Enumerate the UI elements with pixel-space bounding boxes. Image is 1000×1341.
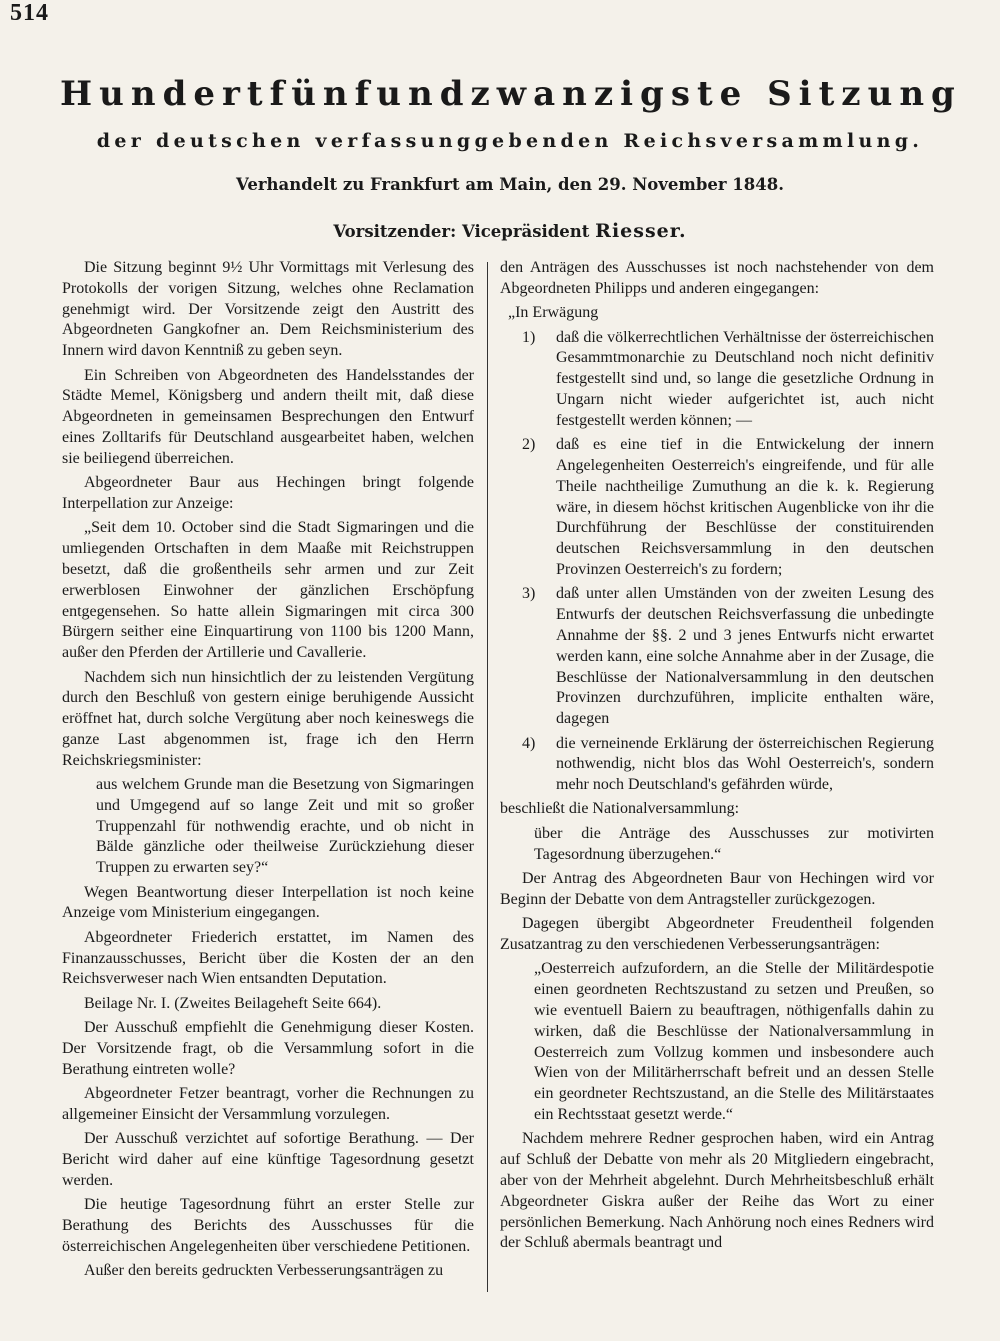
chair-label: Vorsitzender: Vicepräsident	[333, 222, 590, 241]
item-number: 2)	[522, 436, 536, 454]
paragraph: Nachdem mehrere Redner gesprochen haben, wird ein Antrag auf Schluß der Debatte von mehr als 20 Mitgliedern eingebracht, aber von der Mehrheit abgelehnt. Durch Mehrheitsbeschluß erhält Abgeordneter Giskra außer der Reihe das Wort zu einer persönlichen Bemerkung. Nach Anhörung noch eines Redners wird der Schluß abermals beantragt und	[500, 1130, 934, 1252]
paragraph: „In Erwägung	[508, 304, 599, 322]
item-text: daß es eine tief in die Entwickelung der innern Angelegenheiten Oesterreich's eingreifende, und für alle Theile nachtheilige Zumuthung an die k. k. Regierung wäre, in diesem höchst kritischen Augenblicke von ihr die Durchführung der Beschlüsse der constituirenden deutschen Reichsversammlung in den deutschen Provinzen Oesterreich's zu fordern;	[556, 436, 934, 578]
page-title: Hundertfünfundzwanzigste Sitzung	[60, 74, 962, 114]
item-number: 4)	[522, 734, 536, 752]
paragraph: Der Ausschuß empfiehlt die Genehmigung dieser Kosten. Der Vorsitzende fragt, ob die Versammlung sofort in die Berathung eintreten wolle?	[62, 1019, 474, 1078]
chair-name: Riesser.	[595, 220, 687, 242]
paragraph: Abgeordneter Baur aus Hechingen bringt folgende Interpellation zur Anzeige:	[62, 474, 474, 512]
paragraph: Die Sitzung beginnt 9½ Uhr Vormittags mit Verlesung des Protokolls der vorigen Sitzung, welches ohne Reclamation genehmigt wird. Der Vorsitzende zeigt den Austritt des Abgeordneten Gangkofner an. Dem Reichsministerium des Innern wird davon Kenntniß zu geben seyn.	[62, 259, 474, 360]
page-subtitle: der deutschen verfassunggebenden Reichsversammlung.	[96, 130, 924, 152]
quote-paragraph: Nachdem sich nun hinsichtlich der zu leistenden Vergütung durch den Beschluß von gestern einige beruhigende Aussicht eröffnet hat, durch solche Vergütung aber noch keineswegs die ganze Last abgenommen ist, frage ich den Herrn Reichskriegsminister:	[62, 668, 474, 769]
paragraph: Beilage Nr. I. (Zweites Beilageheft Seite 664).	[84, 994, 382, 1012]
paragraph: Der Antrag des Abgeordneten Baur von Hechingen wird vor Beginn der Debatte von dem Antragsteller zurückgezogen.	[500, 870, 934, 908]
paragraph: über die Anträge des Ausschusses zur motivirten Tagesordnung überzugehen.“	[534, 824, 934, 863]
page-number: 514	[10, 0, 49, 26]
paragraph: Abgeordneter Friederich erstattet, im Namen des Finanzausschusses, Bericht über die Kosten der an den Reichsverweser nach Wien entsandten Deputation.	[62, 928, 474, 988]
item-text: daß unter allen Umständen von der zweiten Lesung des Entwurfs der deutschen Reichsverfassung die unbedingte Annahme der §§. 2 und 3 jenes Entwurfs nicht erwartet werden kann, eine solche Annahme aber in der Zusage, die Beschlüsse der Nationalversammlung in den deutschen Provinzen durchzuführen, implicite enthalten wäre, dagegen	[556, 585, 934, 728]
numbered-item	[500, 584, 934, 730]
numbered-item	[500, 435, 934, 581]
numbered-item	[500, 734, 934, 796]
paragraph: Dagegen übergibt Abgeordneter Freudentheil folgenden Zusatzantrag zu den verschiedenen Verbesserungsanträgen:	[500, 915, 934, 954]
column-divider	[487, 262, 488, 1292]
paragraph: Wegen Beantwortung dieser Interpellation ist noch keine Anzeige vom Ministerium eingegangen.	[62, 883, 474, 922]
chair-line	[60, 220, 960, 242]
item-text: die verneinende Erklärung der österreichischen Regierung nothwendig, nicht blos das Wohl Oesterreich's, sondern mehr noch Deutschland's gefährden würde,	[556, 734, 934, 794]
quote-question: aus welchem Grunde man die Besetzung von Sigmaringen und Umgegend auf so lange Zeit und mit so großer Truppenzahl für nothwendig erachte, und ob nicht in Bälde gänzliche oder theilweise Zurückziehung dieser Truppen zu erwarten sey?“	[96, 776, 474, 877]
left-column	[62, 258, 474, 1286]
right-column	[500, 258, 934, 1258]
paragraph: den Anträgen des Ausschusses ist noch nachstehender von dem Abgeordneten Philipps und anderen eingegangen:	[500, 259, 934, 297]
numbered-item	[500, 328, 934, 432]
paragraph: Außer den bereits gedruckten Verbesserungsanträgen zu	[84, 1262, 444, 1280]
paragraph: Ein Schreiben von Abgeordneten des Handelsstandes der Städte Memel, Königsberg und andern theilt mit, daß diese Abgeordneten in gemeinsamen Besprechungen den Entwurf eines Zolltarifs für Deutschland ausgearbeitet haben, welchen sie beiliegend überreichen.	[62, 366, 474, 467]
paragraph: Die heutige Tagesordnung führt an erster Stelle zur Berathung des Berichts des Ausschusses für die österreichischen Angelegenheiten über verschiedene Petitionen.	[62, 1196, 474, 1255]
place-date-line: Verhandelt zu Frankfurt am Main, den 29. November 1848.	[236, 175, 784, 194]
paragraph: Abgeordneter Fetzer beantragt, vorher die Rechnungen zu allgemeiner Einsicht der Versammlung vorzulegen.	[62, 1085, 474, 1124]
quote-paragraph: „Oesterreich aufzufordern, an die Stelle der Militärdespotie einen geordneten Rechtszustand zu setzen und Preußen, so wie eventuell Baiern zu beauftragen, nöthigenfalls dahin zu wirken, daß die Beschlüsse der Nationalversammlung in Oesterreich zum Vollzug kommen und insbesondere auch Wien von der Militärherrschaft befreit und an dessen Stelle ein geordneter Rechtszustand, an die Stelle des Militärstaates ein Rechtsstaat gesetzt werde.“	[534, 960, 934, 1124]
quote-paragraph: „Seit dem 10. October sind die Stadt Sigmaringen und die umliegenden Ortschaften in dem Maaße mit Reichstruppen besetzt, daß die großentheils sehr armen und zur Zeit erwerblosen Einwohner der gänzlichen Erschöpfung entgegensehen. So hatte allein Sigmaringen mit circa 300 Bürgern seither eine Einquartirung von 1100 bis 1200 Mann, außer den Pferden der Artillerie und Cavallerie.	[62, 519, 474, 662]
item-text: daß die völkerrechtlichen Verhältnisse der österreichischen Gesammtmonarchie zu Deutschland noch nicht definitiv festgestellt sind und, so lange die gesetzliche Ordnung in Ungarn nicht wieder aufgerichtet ist, auch nicht festgestellt werden können; —	[556, 328, 934, 429]
item-number: 1)	[522, 328, 536, 346]
paragraph: beschließt die Nationalversammlung:	[500, 800, 740, 818]
paragraph: Der Ausschuß verzichtet auf sofortige Berathung. — Der Bericht wird daher auf eine künftige Tagesordnung gesetzt werden.	[62, 1130, 474, 1189]
item-number: 3)	[522, 585, 536, 603]
